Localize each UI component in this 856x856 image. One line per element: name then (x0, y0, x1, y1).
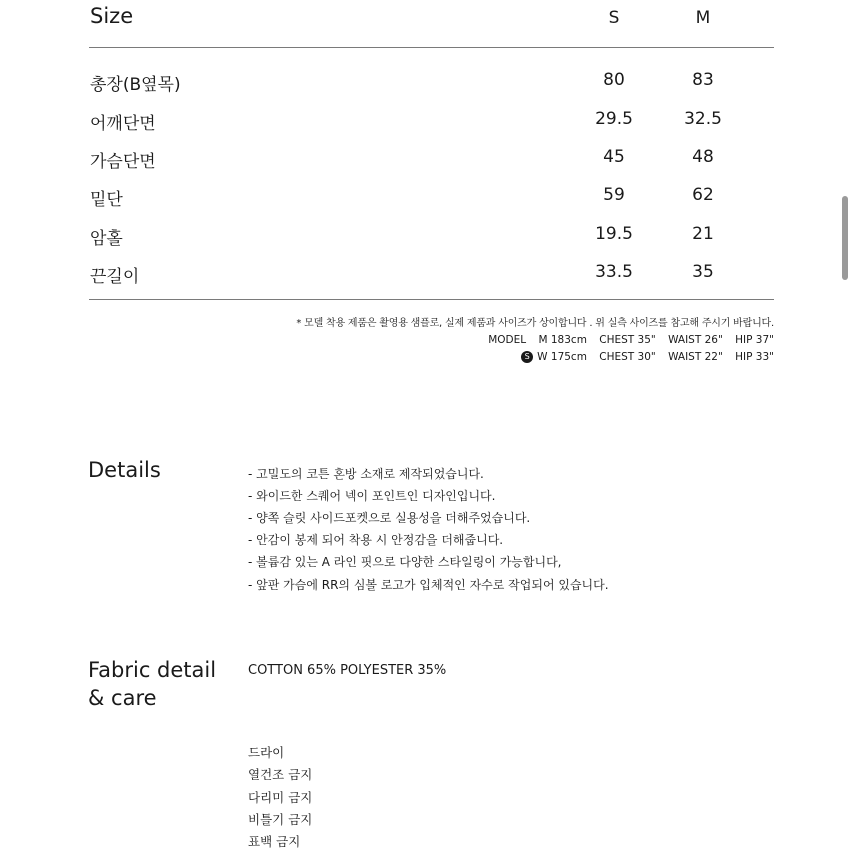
detail-line: - 앞판 가슴에 RR의 심볼 로고가 입체적인 자수로 작업되어 있습니다. (248, 578, 609, 592)
row-value-m: 62 (692, 185, 714, 205)
row-label-chest: 가슴단면 (90, 152, 156, 172)
row-value-m: 35 (692, 262, 714, 282)
detail-line: - 볼륨감 있는 A 라인 핏으로 다양한 스타일링이 가능합니다, (248, 555, 562, 569)
row-value-s: 33.5 (595, 262, 633, 282)
care-item: 표백 금지 (248, 834, 301, 849)
model-badge-icon: S (521, 351, 533, 363)
column-header-m: M (695, 8, 711, 28)
fabric-section-title-line1: Fabric detail (88, 658, 217, 682)
fabric-section-title-line2: & care (88, 686, 157, 710)
row-label-shoulder: 어깨단면 (90, 114, 156, 134)
row-value-m: 83 (692, 70, 714, 90)
detail-line: - 안감이 봉제 되어 착용 시 안정감을 더해줍니다. (248, 533, 504, 547)
row-value-s: 45 (603, 147, 625, 167)
model-label: MODEL (488, 334, 527, 346)
row-value-m: 21 (692, 224, 714, 244)
model-size: W 175cm (537, 351, 587, 363)
detail-line: - 와이드한 스퀘어 넥이 포인트인 디자인입니다. (248, 489, 496, 503)
size-note: * 모델 착용 제품은 촬영용 샘플로, 실제 제품과 사이즈가 상이합니다 . 위 실측 사이즈를 참고해 주시기 바랍니다. (296, 318, 774, 329)
detail-line: - 양쪽 슬릿 사이드포켓으로 실용성을 더해주었습니다. (248, 511, 531, 525)
row-value-s: 29.5 (595, 109, 633, 129)
care-item: 열건조 금지 (248, 767, 313, 782)
row-label-hem: 밑단 (90, 190, 123, 210)
fabric-composition: COTTON 65% POLYESTER 35% (248, 663, 447, 678)
care-item: 다리미 금지 (248, 790, 313, 805)
model-waist: WAIST 26" (668, 334, 723, 346)
model-chest: CHEST 35" (599, 334, 656, 346)
table-top-divider (89, 47, 774, 48)
column-header-s: S (608, 8, 620, 28)
model-info-female (521, 351, 774, 363)
detail-line: - 고밀도의 코튼 혼방 소재로 제작되었습니다. (248, 467, 484, 481)
care-item: 비틀기 금지 (248, 812, 313, 827)
model-hip: HIP 33" (735, 351, 774, 363)
row-label-strap-length: 끈길이 (90, 267, 140, 287)
model-info-male (479, 334, 774, 346)
row-value-s: 80 (603, 70, 625, 90)
model-hip: HIP 37" (735, 334, 774, 346)
model-size: M 183cm (538, 334, 587, 346)
size-section-title: Size (90, 4, 134, 28)
care-item: 드라이 (248, 745, 285, 760)
model-waist: WAIST 22" (668, 351, 723, 363)
row-value-m: 32.5 (684, 109, 722, 129)
scrollbar-thumb[interactable] (842, 196, 848, 280)
model-chest: CHEST 30" (599, 351, 656, 363)
row-label-armhole: 암홀 (90, 229, 123, 249)
details-section-title: Details (88, 458, 161, 482)
row-value-m: 48 (692, 147, 714, 167)
row-value-s: 19.5 (595, 224, 633, 244)
table-bottom-divider (89, 299, 774, 300)
row-value-s: 59 (603, 185, 625, 205)
row-label-total-length: 총장(B옆목) (90, 75, 181, 95)
